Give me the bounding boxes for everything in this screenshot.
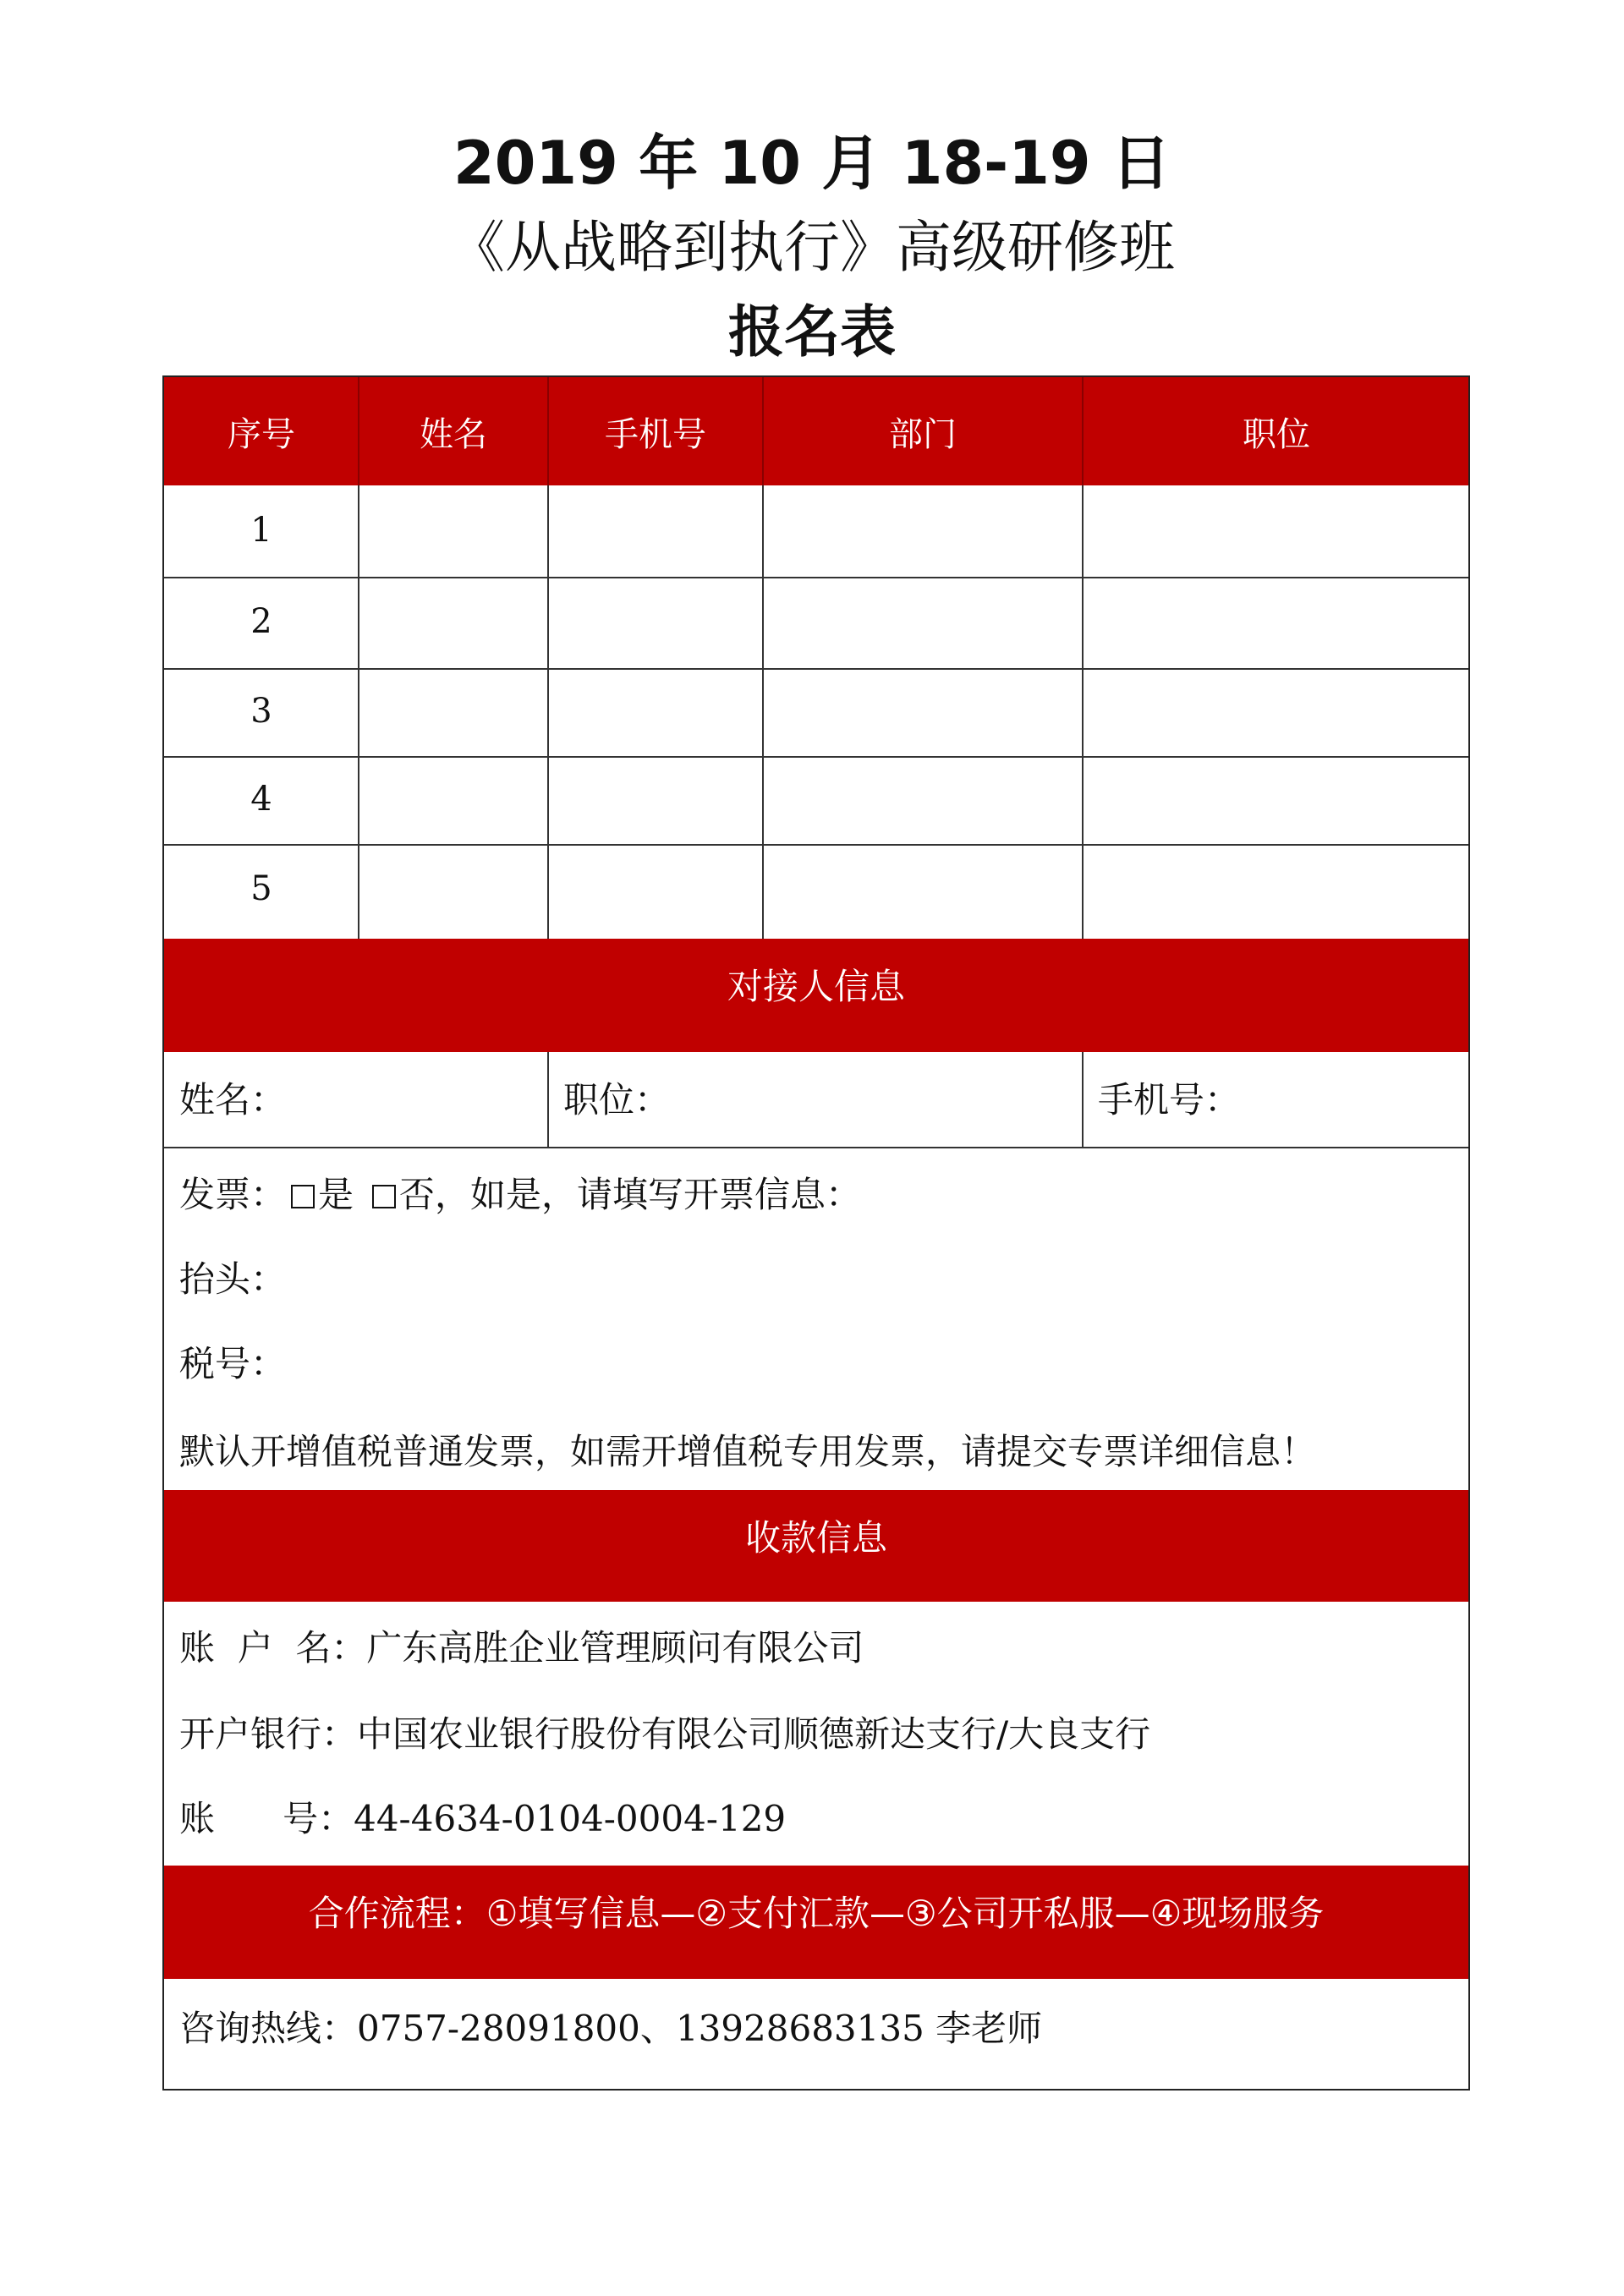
event-date: 2019 年 10 月 18-19 日 bbox=[453, 129, 1171, 198]
row-divider bbox=[164, 756, 1468, 758]
hotline-label: 咨询热线： bbox=[179, 2008, 358, 2049]
table-row-index: 1 bbox=[250, 511, 272, 550]
col-divider bbox=[547, 1052, 549, 1147]
row-divider bbox=[164, 1147, 1468, 1148]
hotline bbox=[179, 2001, 1042, 2052]
contact-section-title: 对接人信息 bbox=[727, 966, 905, 1007]
contact-name-label: 姓名： bbox=[179, 1079, 287, 1121]
col-header-department: 部门 bbox=[889, 414, 957, 454]
course-title: 《从战略到执行》高级研修班 bbox=[449, 215, 1175, 280]
invoice-note: 默认开增值税普通发票，如需开增值税专用发票，请提交专票详细信息！ bbox=[179, 1431, 1317, 1472]
table-row-index: 4 bbox=[250, 780, 272, 819]
row-divider bbox=[164, 668, 1468, 670]
hotline-contact: 李老师 bbox=[924, 2008, 1043, 2049]
col-divider bbox=[547, 485, 549, 939]
invoice-label: 发票： bbox=[179, 1174, 287, 1215]
invoice-no-label: 否，如是，请填写开票信息： bbox=[399, 1174, 862, 1215]
col-divider bbox=[762, 485, 764, 939]
invoice-no-checkbox[interactable] bbox=[372, 1185, 396, 1208]
col-header-name: 姓名 bbox=[420, 414, 487, 454]
payment-section-header bbox=[164, 1490, 1468, 1602]
table-row-index: 3 bbox=[250, 692, 272, 731]
contact-section-header bbox=[164, 939, 1468, 1052]
hotline-numbers: 0757-28091800、13928683135 bbox=[357, 2008, 924, 2049]
row-divider bbox=[164, 577, 1468, 578]
process-section-header bbox=[164, 1866, 1468, 1979]
payment-account-number bbox=[179, 1791, 786, 1842]
col-divider bbox=[1082, 485, 1084, 939]
row-divider bbox=[164, 844, 1468, 846]
table-row-index: 5 bbox=[250, 869, 272, 908]
contact-position-label: 职位： bbox=[563, 1079, 671, 1121]
payment-bank: 开户银行：中国农业银行股份有限公司顺德新达支行/大良支行 bbox=[179, 1713, 1151, 1755]
col-divider bbox=[1082, 1052, 1084, 1147]
registration-form bbox=[162, 375, 1470, 2091]
invoice-yes-label: 是 bbox=[318, 1174, 354, 1215]
process-steps: 合作流程：①填写信息—②支付汇款—③公司开私服—④现场服务 bbox=[308, 1893, 1325, 1934]
table-header bbox=[164, 377, 1468, 485]
payment-account-name: 账 户 名：广东高胜企业管理顾问有限公司 bbox=[179, 1627, 864, 1669]
account-number-value: 44-4634-0104-0004-129 bbox=[354, 1798, 787, 1839]
table-row-index: 2 bbox=[250, 602, 272, 641]
payment-section-title: 收款信息 bbox=[744, 1517, 887, 1559]
invoice-header-label: 抬头： bbox=[179, 1258, 287, 1300]
contact-phone-label: 手机号： bbox=[1098, 1079, 1241, 1121]
invoice-tax-label: 税号： bbox=[179, 1343, 287, 1384]
invoice-yes-checkbox[interactable] bbox=[291, 1185, 315, 1208]
col-header-phone: 手机号 bbox=[605, 414, 706, 454]
col-header-position: 职位 bbox=[1243, 414, 1310, 454]
invoice-question bbox=[179, 1167, 861, 1218]
account-number-label: 账 号： bbox=[179, 1798, 354, 1839]
col-header-index: 序号 bbox=[228, 414, 295, 454]
form-title: 报名表 bbox=[728, 299, 896, 364]
